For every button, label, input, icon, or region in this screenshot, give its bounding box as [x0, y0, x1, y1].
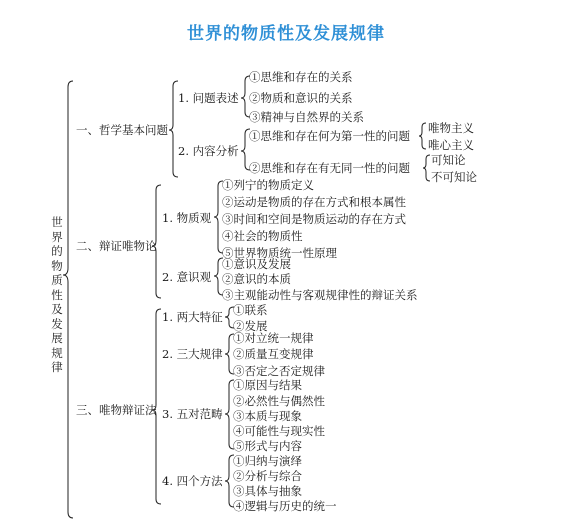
section-1-bracket	[169, 81, 178, 177]
root-char: 及	[51, 302, 63, 316]
list-item: ①对立统一规律	[233, 331, 314, 345]
root-char: 物	[51, 258, 63, 273]
list-item: ②分析与综合	[233, 469, 302, 483]
list-item: ②发展	[233, 319, 268, 333]
list-item: ④可能性与现实性	[233, 424, 325, 438]
list-item: ②思维和存在有无同一性的问题	[249, 161, 410, 175]
root-char: 世	[51, 215, 63, 229]
list-item: ①意识及发展	[222, 257, 291, 271]
list-item: ①归纳与演绎	[233, 454, 302, 468]
root-char: 的	[51, 244, 63, 258]
section-label: 一、哲学基本问题	[76, 123, 168, 137]
list-item: ②质量互变规律	[233, 347, 314, 361]
group-label: 1. 问题表述	[178, 91, 239, 105]
sub-leaf: 可知论	[431, 153, 466, 167]
list-item: ①联系	[233, 303, 268, 317]
sub-leaf: 唯物主义	[428, 121, 474, 135]
list-item: ③具体与抽象	[233, 484, 302, 498]
root-char: 发	[51, 316, 63, 331]
list-item: ⑤世界物质统一性原理	[222, 246, 337, 260]
section-label: 三、唯物辩证法	[76, 403, 157, 417]
group-label: 1. 物质观	[162, 211, 212, 225]
list-item: ②运动是物质的存在方式和根本属性	[222, 195, 406, 209]
list-item: ③主观能动性与客观规律性的辩证关系	[222, 288, 418, 302]
group-label: 1. 两大特征	[162, 310, 223, 324]
root-char: 性	[51, 287, 63, 302]
sub-leaf: 不可知论	[431, 170, 477, 184]
diagram-title: 世界的物质性及发展规律	[187, 24, 385, 44]
leaf-1-bracket	[419, 123, 426, 149]
root-label	[50, 215, 64, 375]
sub-leaf: 唯心主义	[428, 138, 474, 152]
group-label: 3. 五对范畴	[162, 407, 223, 421]
root-char: 规	[51, 345, 63, 360]
list-item: ②必然性与偶然性	[233, 394, 325, 408]
list-item: ⑤形式与内容	[233, 439, 302, 453]
list-item: ③精神与自然界的关系	[249, 110, 364, 124]
root-bracket	[63, 81, 73, 518]
section-label: 二、辩证唯物论	[76, 239, 157, 253]
list-item: ①思维和存在的关系	[249, 70, 353, 84]
group-label: 2. 意识观	[162, 270, 212, 284]
root-char: 质	[51, 273, 63, 287]
list-item: ③本质与现象	[233, 409, 302, 423]
leaf-2-bracket	[423, 155, 430, 181]
list-item: ③否定之否定规律	[233, 364, 325, 378]
group-label: 2. 内容分析	[178, 144, 239, 158]
list-item: ①原因与结果	[233, 378, 302, 392]
list-item: ①思维和存在何为第一性的问题	[249, 129, 410, 143]
list-item: ④社会的物质性	[222, 229, 303, 243]
group-label: 4. 四个方法	[162, 474, 223, 488]
list-item: ①列宁的物质定义	[222, 178, 314, 192]
list-item: ②物质和意识的关系	[249, 91, 353, 105]
root-char: 展	[51, 331, 63, 345]
root-char: 界	[51, 229, 63, 244]
list-item: ③时间和空间是物质运动的存在方式	[222, 212, 406, 226]
root-char: 律	[51, 360, 63, 374]
group-label: 2. 三大规律	[162, 347, 223, 361]
list-item: ④逻辑与历史的统一	[233, 499, 337, 513]
list-item: ②意识的本质	[222, 272, 291, 286]
